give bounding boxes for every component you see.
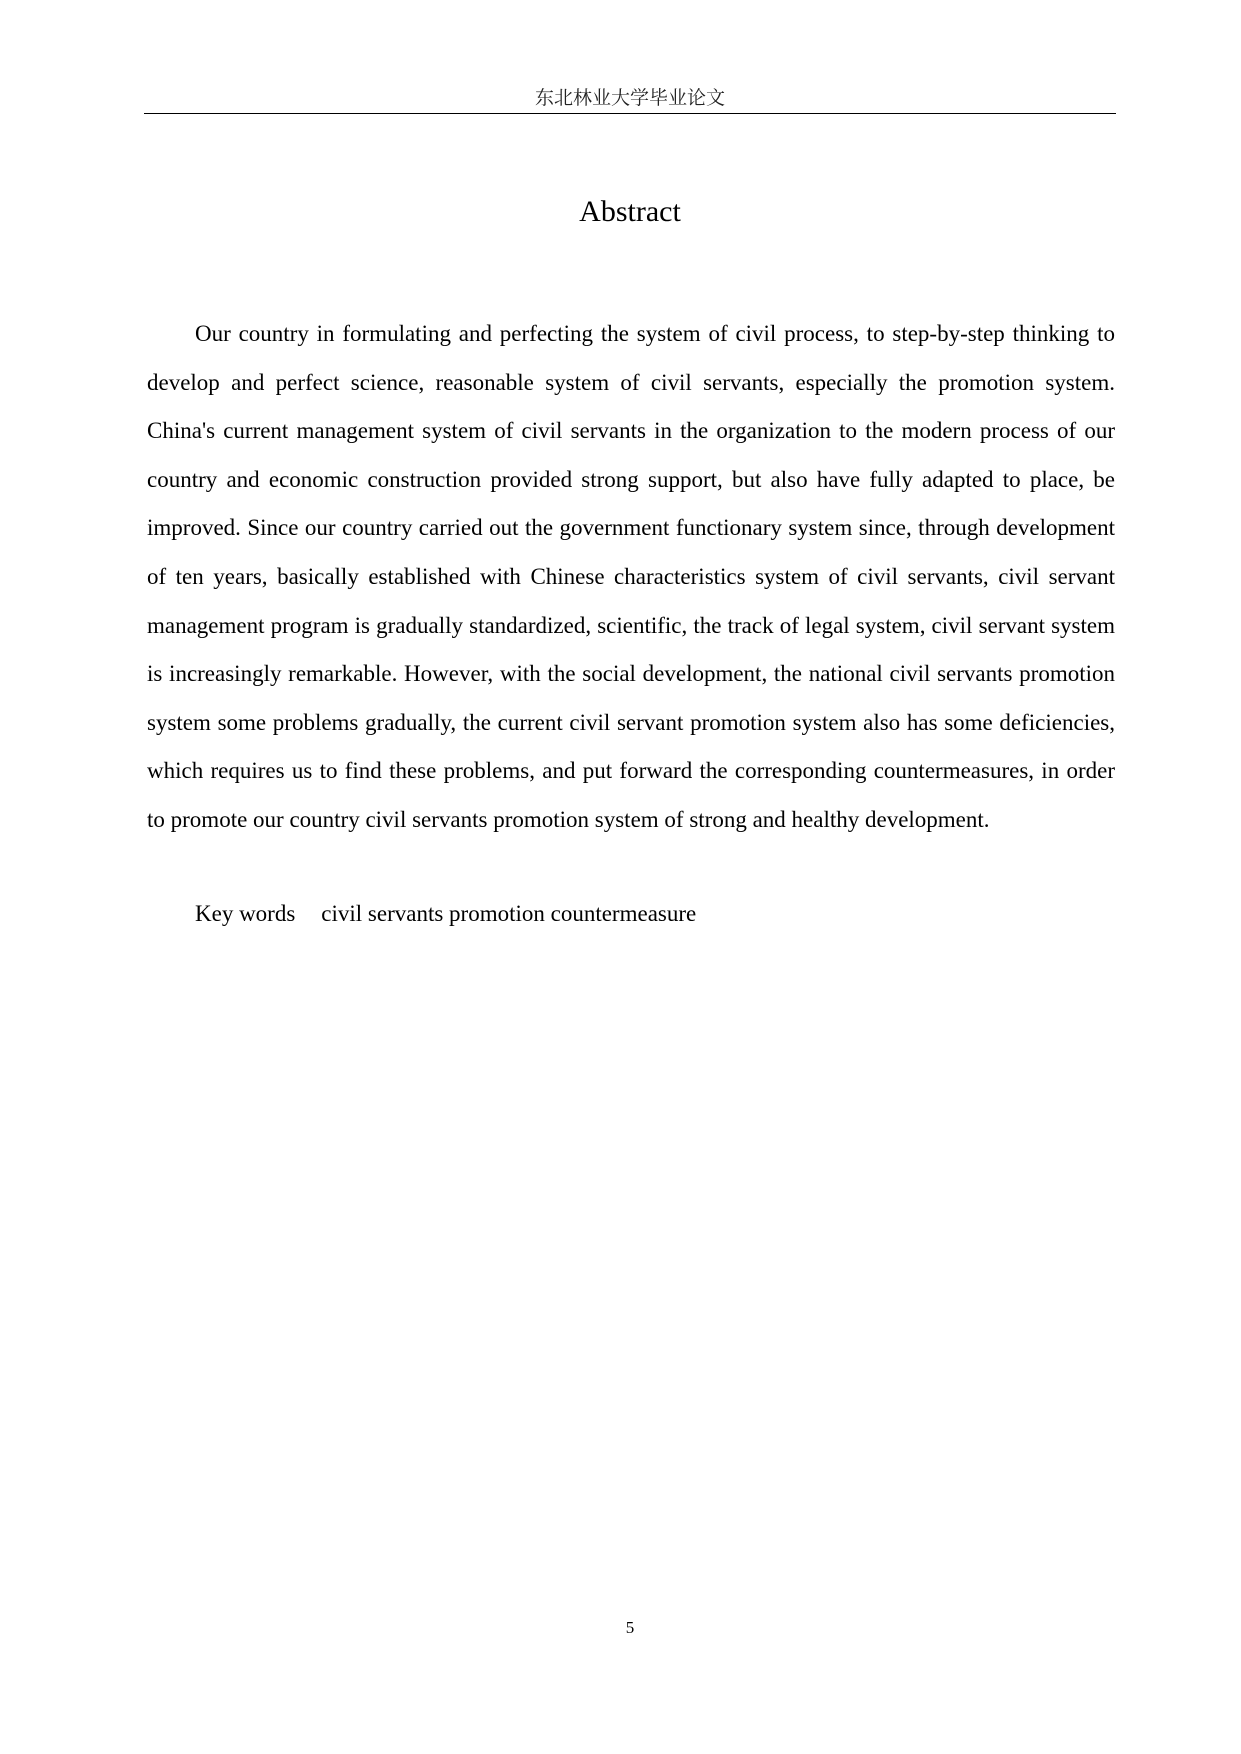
keywords-line <box>147 890 1115 939</box>
running-header: 东北林业大学毕业论文 <box>534 87 725 109</box>
header-rule <box>144 113 1116 114</box>
page-number: 5 <box>625 1618 635 1637</box>
abstract-title: Abstract <box>579 195 681 228</box>
keywords-terms: civil servants promotion countermeasure <box>321 901 697 926</box>
keywords-label: Key words <box>195 901 296 926</box>
abstract-body: Our country in formulating and perfecting the system of civil process, to step-by-step thinking to develop and perfect science, reasonable system of civil servants, especially the promotion system. China's current management system of civil servants in the organization to the modern process of our country and economic construction provided strong support, but also have fully adapted to place, be improved. Since our country carried out the government functionary system since, through development of ten years, basically established with Chinese characteristics system of civil servants, civil servant management program is gradually standardized, scientific, the track of legal system, civil servant system is increasingly remarkable. However, with the social development, the national civil servants promotion system some problems gradually, the current civil servant promotion system also has some deficiencies, which requires us to find these problems, and put forward the corresponding countermeasures, in order to promote our country civil servants promotion system of strong and healthy development. <box>147 321 1115 832</box>
